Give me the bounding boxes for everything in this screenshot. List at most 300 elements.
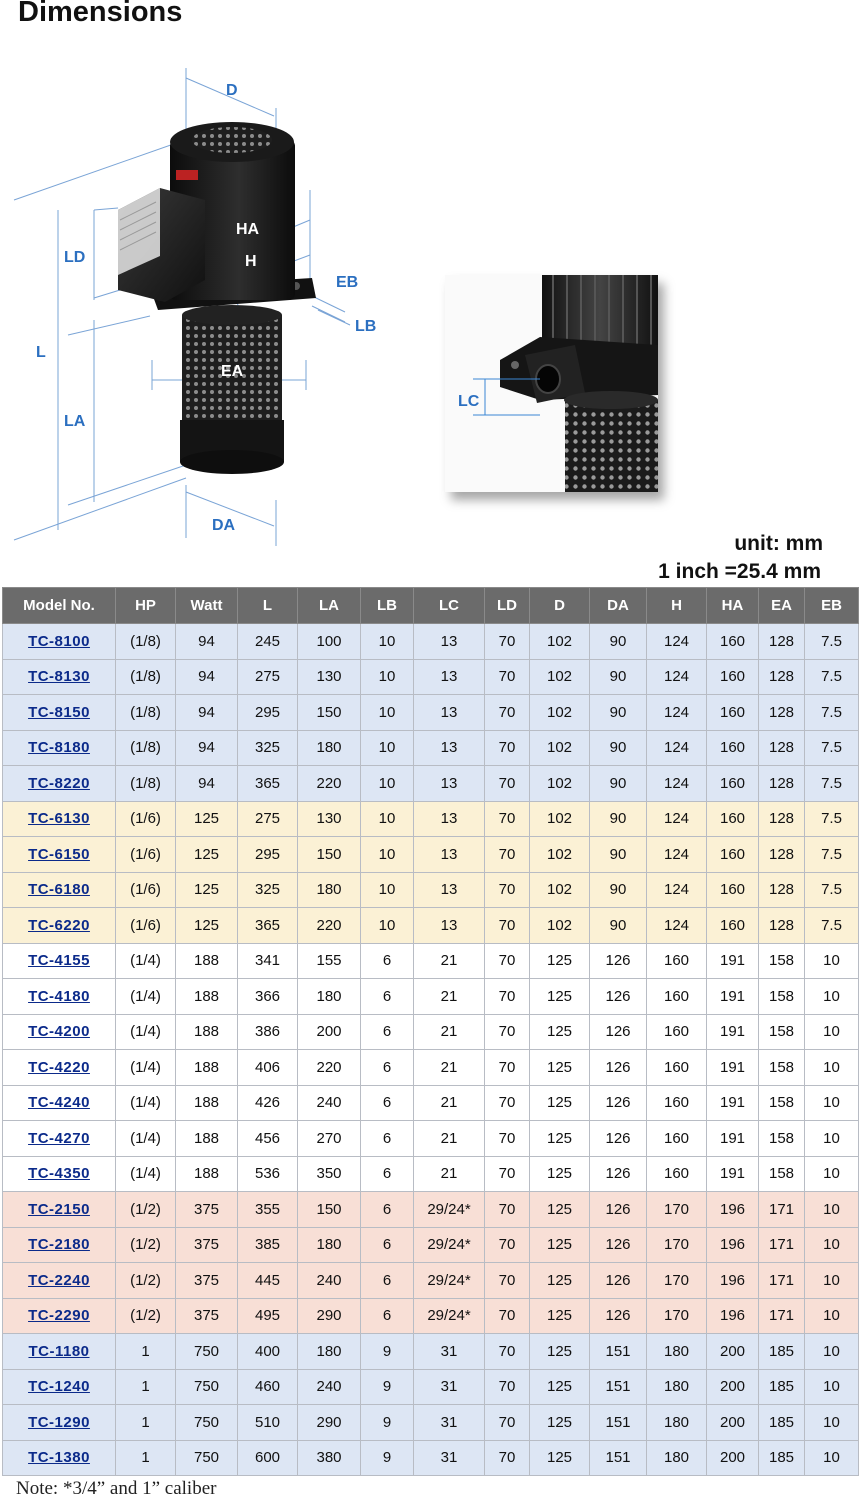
table-cell: 126	[590, 1192, 647, 1228]
table-cell: 196	[707, 1227, 759, 1263]
table-cell: 13	[414, 872, 485, 908]
label-L: L	[36, 344, 46, 361]
model-link[interactable]: TC-4200	[28, 1023, 90, 1041]
table-cell: 240	[298, 1369, 361, 1405]
table-cell: 70	[485, 659, 530, 695]
table-cell: 220	[298, 908, 361, 944]
table-cell: 9	[361, 1334, 414, 1370]
model-cell	[3, 872, 116, 908]
table-cell: 10	[361, 837, 414, 873]
table-cell: 10	[805, 979, 859, 1015]
table-cell: 188	[176, 1085, 238, 1121]
model-cell	[3, 1227, 116, 1263]
table-cell: 70	[485, 943, 530, 979]
table-cell: 155	[298, 943, 361, 979]
model-cell	[3, 695, 116, 731]
table-cell: 160	[647, 943, 707, 979]
table-cell: 240	[298, 1085, 361, 1121]
table-cell: 70	[485, 695, 530, 731]
table-cell: 70	[485, 1121, 530, 1157]
table-cell: 185	[759, 1334, 805, 1370]
unit-note	[658, 530, 823, 586]
table-cell: 100	[298, 624, 361, 660]
table-cell: 70	[485, 1085, 530, 1121]
table-cell: 21	[414, 1050, 485, 1086]
lc-detail-image	[445, 275, 658, 492]
table-cell: (1/2)	[116, 1192, 176, 1228]
table-cell: (1/8)	[116, 730, 176, 766]
caliber-footnote: Note: *3/4” and 1” caliber	[16, 1478, 217, 1499]
table-cell: 158	[759, 979, 805, 1015]
table-cell: 196	[707, 1298, 759, 1334]
column-header: LB	[361, 588, 414, 624]
table-row	[3, 1192, 859, 1228]
table-cell: 170	[647, 1263, 707, 1299]
table-cell: 6	[361, 1156, 414, 1192]
table-cell: 126	[590, 1263, 647, 1299]
table-cell: 94	[176, 659, 238, 695]
table-cell: 171	[759, 1263, 805, 1299]
column-header: L	[238, 588, 298, 624]
table-cell: 188	[176, 1014, 238, 1050]
table-cell: 188	[176, 1121, 238, 1157]
table-cell: 70	[485, 1192, 530, 1228]
table-row	[3, 1405, 859, 1441]
table-cell: 185	[759, 1405, 805, 1441]
table-cell: 160	[647, 979, 707, 1015]
model-link[interactable]: TC-2240	[28, 1271, 90, 1289]
model-cell	[3, 1263, 116, 1299]
column-header: H	[647, 588, 707, 624]
table-cell: 10	[805, 943, 859, 979]
table-cell: 90	[590, 695, 647, 731]
table-cell: 188	[176, 943, 238, 979]
table-cell: 102	[530, 766, 590, 802]
table-cell: 126	[590, 943, 647, 979]
table-cell: 200	[707, 1334, 759, 1370]
table-cell: 70	[485, 1156, 530, 1192]
table-cell: 275	[238, 659, 298, 695]
model-link[interactable]: TC-6130	[28, 810, 90, 828]
table-cell: 21	[414, 1085, 485, 1121]
table-cell: 13	[414, 695, 485, 731]
table-cell: 13	[414, 908, 485, 944]
table-cell: 151	[590, 1440, 647, 1476]
table-cell: (1/6)	[116, 908, 176, 944]
label-LC: LC	[458, 393, 480, 410]
table-cell: 29/24*	[414, 1263, 485, 1299]
table-cell: 9	[361, 1405, 414, 1441]
table-cell: 9	[361, 1440, 414, 1476]
model-cell	[3, 1192, 116, 1228]
table-cell: 510	[238, 1405, 298, 1441]
table-cell: 70	[485, 1050, 530, 1086]
table-cell: 160	[707, 837, 759, 873]
model-link[interactable]: TC-2290	[28, 1307, 90, 1325]
table-cell: 200	[707, 1440, 759, 1476]
table-cell: 750	[176, 1440, 238, 1476]
table-cell: 160	[707, 872, 759, 908]
table-cell: 160	[707, 730, 759, 766]
table-cell: 125	[530, 1227, 590, 1263]
table-cell: 125	[176, 837, 238, 873]
table-cell: 160	[707, 908, 759, 944]
table-cell: 125	[530, 1440, 590, 1476]
model-link[interactable]: TC-1180	[28, 1342, 90, 1360]
table-cell: (1/4)	[116, 1156, 176, 1192]
fan-cover	[192, 127, 272, 153]
table-cell: 295	[238, 695, 298, 731]
model-link[interactable]: TC-8130	[28, 668, 90, 686]
table-cell: 124	[647, 872, 707, 908]
table-cell: 124	[647, 659, 707, 695]
model-link[interactable]: TC-4350	[28, 1165, 90, 1183]
table-cell: 375	[176, 1227, 238, 1263]
table-cell: 151	[590, 1334, 647, 1370]
model-link[interactable]: TC-6220	[28, 916, 90, 934]
table-cell: 355	[238, 1192, 298, 1228]
table-cell: (1/2)	[116, 1227, 176, 1263]
table-cell: 126	[590, 979, 647, 1015]
table-cell: 366	[238, 979, 298, 1015]
table-row	[3, 801, 859, 837]
table-cell: 125	[530, 979, 590, 1015]
table-cell: 70	[485, 1334, 530, 1370]
table-cell: 150	[298, 1192, 361, 1228]
label-D: D	[226, 82, 238, 99]
table-cell: 200	[707, 1405, 759, 1441]
table-cell: 10	[361, 801, 414, 837]
table-cell: 21	[414, 979, 485, 1015]
model-cell	[3, 837, 116, 873]
table-cell: 10	[805, 1156, 859, 1192]
lc-detail-panel	[445, 275, 658, 492]
table-cell: 126	[590, 1121, 647, 1157]
table-row	[3, 908, 859, 944]
table-cell: 21	[414, 1014, 485, 1050]
table-cell: 70	[485, 872, 530, 908]
table-cell: 171	[759, 1227, 805, 1263]
model-cell	[3, 1298, 116, 1334]
table-cell: 158	[759, 1156, 805, 1192]
table-cell: 70	[485, 1405, 530, 1441]
table-cell: 124	[647, 624, 707, 660]
table-cell: 295	[238, 837, 298, 873]
table-cell: 7.5	[805, 766, 859, 802]
table-row	[3, 1440, 859, 1476]
table-cell: 6	[361, 1298, 414, 1334]
table-cell: 70	[485, 1263, 530, 1299]
table-cell: 125	[530, 1050, 590, 1086]
table-cell: 240	[298, 1263, 361, 1299]
table-cell: (1/6)	[116, 872, 176, 908]
model-link[interactable]: TC-2150	[28, 1200, 90, 1218]
model-link[interactable]: TC-6150	[28, 845, 90, 863]
table-cell: 10	[805, 1405, 859, 1441]
table-cell: 90	[590, 837, 647, 873]
table-cell: 191	[707, 1014, 759, 1050]
table-cell: (1/2)	[116, 1298, 176, 1334]
table-cell: (1/4)	[116, 943, 176, 979]
model-link[interactable]: TC-6180	[28, 881, 90, 899]
label-LA: LA	[64, 413, 86, 430]
table-cell: 10	[805, 1440, 859, 1476]
model-link[interactable]: TC-8100	[28, 632, 90, 650]
table-cell: 124	[647, 730, 707, 766]
table-cell: 171	[759, 1192, 805, 1228]
table-row	[3, 766, 859, 802]
model-cell	[3, 908, 116, 944]
table-cell: 325	[238, 872, 298, 908]
table-cell: 21	[414, 1121, 485, 1157]
table-row	[3, 1085, 859, 1121]
table-cell: 10	[361, 766, 414, 802]
table-cell: 130	[298, 659, 361, 695]
table-cell: 125	[176, 908, 238, 944]
table-row	[3, 1156, 859, 1192]
model-cell	[3, 1085, 116, 1121]
table-cell: 495	[238, 1298, 298, 1334]
model-cell	[3, 1440, 116, 1476]
model-link[interactable]: TC-1290	[28, 1413, 90, 1431]
table-cell: 94	[176, 766, 238, 802]
unit-label: unit: mm	[734, 532, 823, 555]
column-header: EB	[805, 588, 859, 624]
table-cell: 10	[805, 1050, 859, 1086]
table-row	[3, 730, 859, 766]
model-cell	[3, 1334, 116, 1370]
table-cell: 125	[530, 1192, 590, 1228]
table-cell: 188	[176, 979, 238, 1015]
model-link[interactable]: TC-4180	[28, 987, 90, 1005]
table-cell: 126	[590, 1014, 647, 1050]
model-cell	[3, 979, 116, 1015]
table-cell: 160	[707, 695, 759, 731]
table-cell: 13	[414, 730, 485, 766]
table-cell: 13	[414, 624, 485, 660]
table-cell: 7.5	[805, 624, 859, 660]
table-cell: 385	[238, 1227, 298, 1263]
table-cell: 456	[238, 1121, 298, 1157]
table-cell: 196	[707, 1263, 759, 1299]
table-cell: 220	[298, 766, 361, 802]
column-header: D	[530, 588, 590, 624]
model-link[interactable]: TC-4270	[28, 1129, 90, 1147]
table-cell: 7.5	[805, 659, 859, 695]
model-link[interactable]: TC-1380	[28, 1449, 90, 1467]
table-cell: 375	[176, 1263, 238, 1299]
table-header-row	[3, 588, 859, 624]
table-cell: 750	[176, 1369, 238, 1405]
table-cell: 70	[485, 1014, 530, 1050]
table-cell: 180	[647, 1440, 707, 1476]
model-cell	[3, 659, 116, 695]
table-cell: 375	[176, 1298, 238, 1334]
inch-conversion: 1 inch =25.4 mm	[658, 560, 821, 583]
table-cell: 125	[176, 801, 238, 837]
table-cell: 128	[759, 872, 805, 908]
table-cell: 191	[707, 1121, 759, 1157]
table-cell: 10	[805, 1369, 859, 1405]
table-cell: 365	[238, 766, 298, 802]
table-cell: 124	[647, 908, 707, 944]
table-cell: 13	[414, 801, 485, 837]
table-cell: 171	[759, 1298, 805, 1334]
table-cell: 191	[707, 1156, 759, 1192]
table-cell: 94	[176, 695, 238, 731]
table-cell: 128	[759, 730, 805, 766]
table-cell: 125	[530, 943, 590, 979]
table-cell: 6	[361, 1227, 414, 1263]
table-cell: 150	[298, 837, 361, 873]
table-cell: 185	[759, 1440, 805, 1476]
table-cell: 180	[647, 1405, 707, 1441]
model-cell	[3, 1121, 116, 1157]
table-cell: 426	[238, 1085, 298, 1121]
table-cell: 160	[707, 766, 759, 802]
table-cell: (1/8)	[116, 695, 176, 731]
table-cell: 10	[361, 659, 414, 695]
table-cell: 160	[647, 1085, 707, 1121]
table-cell: 70	[485, 979, 530, 1015]
table-cell: 31	[414, 1334, 485, 1370]
model-link[interactable]: TC-4220	[28, 1058, 90, 1076]
model-link[interactable]: TC-2180	[28, 1236, 90, 1254]
table-cell: 124	[647, 695, 707, 731]
table-cell: 9	[361, 1369, 414, 1405]
table-cell: 290	[298, 1298, 361, 1334]
table-cell: 70	[485, 1369, 530, 1405]
table-cell: 10	[805, 1085, 859, 1121]
brand-badge	[176, 170, 198, 180]
table-cell: (1/4)	[116, 1085, 176, 1121]
table-cell: 21	[414, 943, 485, 979]
table-row	[3, 695, 859, 731]
table-cell: 70	[485, 1227, 530, 1263]
table-cell: 125	[176, 872, 238, 908]
table-row	[3, 979, 859, 1015]
table-cell: 31	[414, 1405, 485, 1441]
table-row	[3, 837, 859, 873]
table-cell: 151	[590, 1405, 647, 1441]
table-cell: 125	[530, 1156, 590, 1192]
table-cell: 102	[530, 730, 590, 766]
table-cell: 6	[361, 1192, 414, 1228]
table-cell: 125	[530, 1298, 590, 1334]
table-cell: 536	[238, 1156, 298, 1192]
table-cell: 70	[485, 837, 530, 873]
table-cell: 270	[298, 1121, 361, 1157]
table-cell: 445	[238, 1263, 298, 1299]
table-cell: 151	[590, 1369, 647, 1405]
model-cell	[3, 1405, 116, 1441]
table-cell: 102	[530, 837, 590, 873]
table-cell: 386	[238, 1014, 298, 1050]
model-cell	[3, 624, 116, 660]
table-cell: 160	[707, 659, 759, 695]
table-row	[3, 872, 859, 908]
column-header: LA	[298, 588, 361, 624]
table-cell: 29/24*	[414, 1298, 485, 1334]
table-cell: 10	[805, 1263, 859, 1299]
label-EB: EB	[336, 274, 359, 291]
table-cell: 70	[485, 801, 530, 837]
table-cell: 10	[805, 1334, 859, 1370]
table-cell: 126	[590, 1085, 647, 1121]
table-cell: 750	[176, 1405, 238, 1441]
table-cell: 188	[176, 1156, 238, 1192]
table-cell: 180	[298, 1334, 361, 1370]
label-LD: LD	[64, 249, 86, 266]
table-cell: 245	[238, 624, 298, 660]
table-cell: (1/4)	[116, 1121, 176, 1157]
table-cell: 160	[707, 801, 759, 837]
table-cell: 124	[647, 801, 707, 837]
table-cell: 1	[116, 1334, 176, 1370]
table-cell: 160	[647, 1156, 707, 1192]
label-EA: EA	[221, 363, 244, 380]
table-cell: 13	[414, 659, 485, 695]
column-header: Watt	[176, 588, 238, 624]
table-cell: 191	[707, 979, 759, 1015]
table-cell: 126	[590, 1227, 647, 1263]
column-header: HA	[707, 588, 759, 624]
table-cell: 90	[590, 872, 647, 908]
table-cell: 6	[361, 979, 414, 1015]
table-cell: 6	[361, 1014, 414, 1050]
table-row	[3, 1227, 859, 1263]
table-cell: 180	[298, 872, 361, 908]
table-cell: 125	[530, 1263, 590, 1299]
table-row	[3, 1050, 859, 1086]
table-cell: 160	[647, 1014, 707, 1050]
table-cell: 6	[361, 1050, 414, 1086]
model-link[interactable]: TC-8180	[28, 739, 90, 757]
table-cell: 188	[176, 1050, 238, 1086]
table-cell: 128	[759, 695, 805, 731]
model-link[interactable]: TC-4155	[28, 952, 90, 970]
table-cell: 380	[298, 1440, 361, 1476]
table-cell: 180	[647, 1369, 707, 1405]
table-cell: 170	[647, 1192, 707, 1228]
table-cell: 160	[647, 1050, 707, 1086]
model-link[interactable]: TC-1240	[28, 1378, 90, 1396]
table-cell: 6	[361, 1121, 414, 1157]
table-cell: 125	[530, 1405, 590, 1441]
table-cell: 124	[647, 837, 707, 873]
table-cell: 102	[530, 695, 590, 731]
table-cell: 460	[238, 1369, 298, 1405]
table-cell: 125	[530, 1334, 590, 1370]
table-cell: 6	[361, 1263, 414, 1299]
table-cell: 150	[298, 695, 361, 731]
table-row	[3, 1121, 859, 1157]
page-title: Dimensions	[18, 0, 183, 28]
column-header: Model No.	[3, 588, 116, 624]
table-cell: 102	[530, 659, 590, 695]
table-cell: 128	[759, 801, 805, 837]
table-row	[3, 943, 859, 979]
model-link[interactable]: TC-8150	[28, 703, 90, 721]
model-link[interactable]: TC-4240	[28, 1094, 90, 1112]
model-link[interactable]: TC-8220	[28, 774, 90, 792]
table-cell: 160	[647, 1121, 707, 1157]
table-cell: 1	[116, 1369, 176, 1405]
table-cell: 126	[590, 1156, 647, 1192]
table-cell: 70	[485, 1440, 530, 1476]
table-cell: 126	[590, 1298, 647, 1334]
table-cell: 158	[759, 1121, 805, 1157]
